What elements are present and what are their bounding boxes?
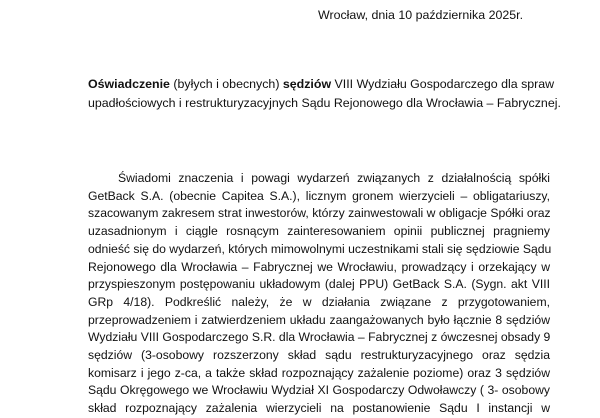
heading-word-judges: sędziów xyxy=(282,77,332,91)
heading-department: VIII Wydziału Gospodarczego dla spraw xyxy=(331,77,555,91)
heading-line-2: upadłościowych i restrukturyzacyjnych Sądu Rejonowego dla Wrocławia – Fabrycznej. xyxy=(88,96,561,110)
body-line: GetBack S.A. (obecnie Capitea S.A.), licznym gronem wierzycieli – obligatariuszy, xyxy=(88,188,550,203)
heading-parenthetical: (byłych i obecnych) xyxy=(169,77,283,91)
body-line: GRp 4/18). Podkreślić należy, że w działania związane z przygotowaniem, xyxy=(88,294,550,309)
body-line: odnieść się do wydarzeń, których mimowolnymi uczestnikami stali się sędziowie Sądu xyxy=(88,241,552,256)
document-heading xyxy=(88,75,561,113)
body-line: Rejonowego dla Wrocławia – Fabrycznej we Wrocławiu, prowadzący i orzekający w xyxy=(88,259,550,274)
heading-line-1 xyxy=(88,75,558,94)
body-line: uzasadnionym i ciągle rosnącym zainteresowaniem opinii publicznej pragniemy xyxy=(88,224,550,239)
body-line: komisarz i jego z-ca, a także skład rozpoznający zażalenie poziome) oraz 3 sędziów xyxy=(88,365,550,380)
body-line: Sądu Okręgowego we Wrocławiu Wydział XI Gospodarczy Odwoławczy ( 3- osobowy xyxy=(88,383,550,398)
body-line: skład rozpoznający zażalenia wierzycieli na postanowienie Sądu I instancji w xyxy=(88,401,550,416)
heading-word-statement: Oświadczenie xyxy=(88,77,170,91)
body-line: Świadomi znaczenia i powagi wydarzeń związanych z działalnością spółki xyxy=(118,171,550,185)
body-line: przyspieszonym postępowaniu układowym (dalej PPU) GetBack S.A. (Sygn. akt VIII xyxy=(88,277,550,292)
body-line: sędziów (3-osobowy rozszerzony skład sądu restrukturyzacyjnego oraz sędzia xyxy=(88,348,550,363)
date-line: Wrocław, dnia 10 października 2025r. xyxy=(318,8,524,22)
body-line: szacowanym zakresem strat inwestorów, którzy zainwestowali w obligacje Spółki oraz xyxy=(88,206,551,221)
body-line: Wydziału VIII Gospodarczego S.R. dla Wrocławia – Fabrycznej z ówczesnej obsady 9 xyxy=(88,330,551,345)
body-line: przeprowadzeniem i zatwierdzeniem układu zaangażowanych było łącznie 8 sędziów xyxy=(88,312,550,327)
body-paragraph xyxy=(88,170,550,418)
